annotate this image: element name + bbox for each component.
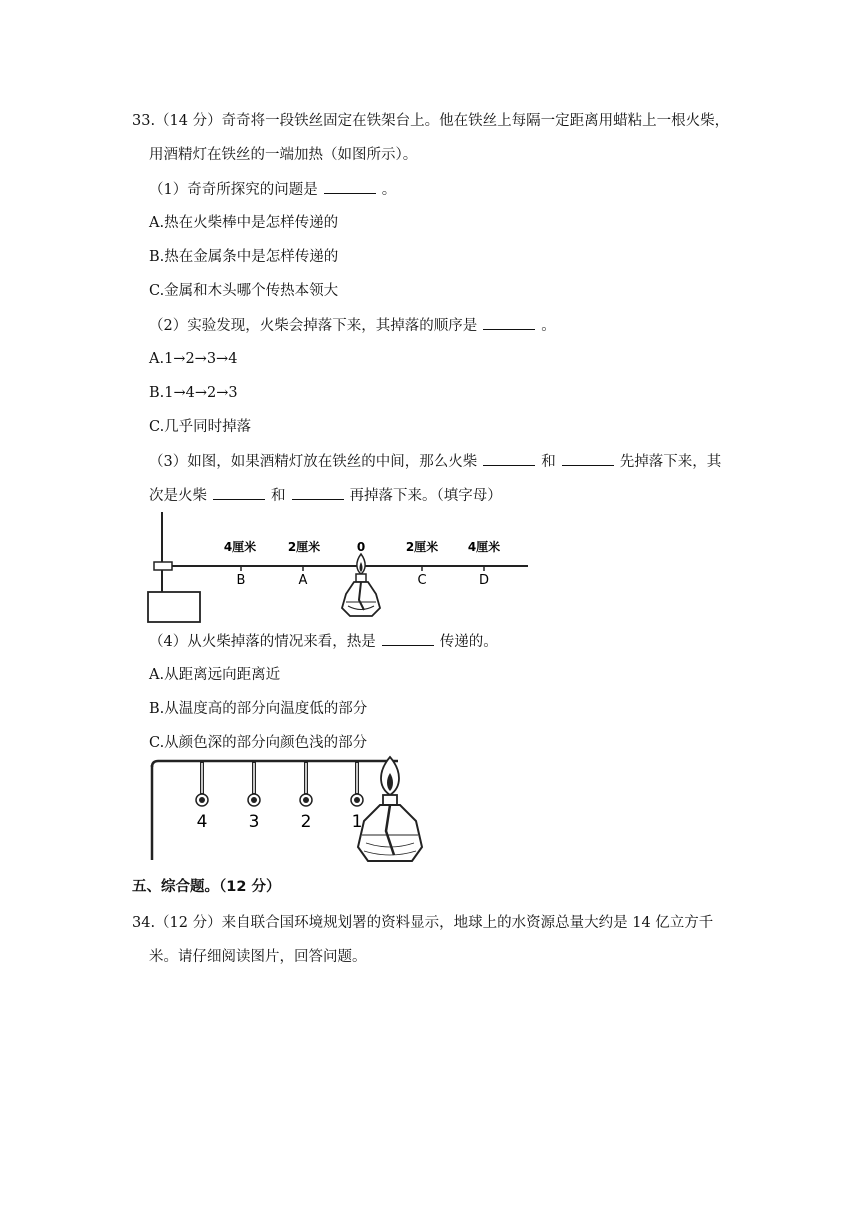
answer-blank[interactable] [562,451,614,466]
q33-part2-question [149,315,556,336]
label-d: D [478,573,490,588]
part3-text-b: 和 [541,454,556,470]
q33-p4-option-c: C.从颜色深的部分向颜色浅的部分 [149,735,368,751]
part3-text-e: 和 [271,488,286,504]
match-number-4: 4 [196,812,208,832]
part2-end: 。 [541,318,556,334]
q33-p4-option-a: A.从距离远向距离近 [149,667,281,683]
part3-text-f: 再掉落下来。（填字母） [349,488,502,504]
part3-text-d: 次是火柴 [149,488,207,504]
answer-blank[interactable] [324,179,376,194]
q33-part3-line1 [149,451,721,472]
match-3-icon [248,761,260,806]
q33-p1-option-a: A.热在火柴棒中是怎样传递的 [149,215,339,231]
label-zero: 0 [356,540,366,554]
answer-blank[interactable] [483,451,535,466]
match-number-2: 2 [300,812,312,832]
q33-p2-option-a: A.1→2→3→4 [149,351,238,367]
q33-stem-line2: 用酒精灯在铁丝的一端加热（如图所示）。 [149,147,418,163]
match-number-1: 1 [351,812,363,832]
part3-text-c: 先掉落下来，其 [619,454,722,470]
label-4cm-right: 4厘米 [467,540,501,554]
part4-end: 传递的。 [439,634,498,650]
part1-text: （1）奇奇所探究的问题是 [149,182,318,198]
answer-blank[interactable] [382,631,434,646]
alcohol-lamp-icon [342,554,380,616]
label-c: C [417,573,427,588]
q33-part3-line2 [149,485,502,506]
q33-stem-line1: 33.（14 分）奇奇将一段铁丝固定在铁架台上。他在铁丝上每隔一定距离用蜡粘上一根火柴， [132,113,730,129]
figure-wire-middle-lamp [140,510,540,625]
part4-text: （4）从火柴掉落的情况来看，热是 [149,634,376,650]
match-1-icon [351,761,363,806]
q33-p2-option-c: C.几乎同时掉落 [149,419,252,435]
label-b: B [236,573,246,588]
figure-wire-end-lamp [140,755,440,870]
section-5-title: 五、综合题。（12 分） [132,879,281,895]
label-a: A [298,573,308,588]
label-2cm-right: 2厘米 [405,540,439,554]
q33-part4-question [149,631,498,652]
q34-stem-line2: 米。请仔细阅读图片，回答问题。 [149,949,367,965]
q33-p2-option-b: B.1→4→2→3 [149,385,238,401]
q33-part1-question [149,179,396,200]
match-number-3: 3 [248,812,260,832]
match-4-icon [196,761,208,806]
q34-stem-line1: 34.（12 分）来自联合国环境规划署的资料显示，地球上的水资源总量大约是 14 亿立方千 [132,915,714,931]
answer-blank[interactable] [213,485,265,500]
answer-blank[interactable] [483,315,535,330]
label-4cm-left: 4厘米 [223,540,257,554]
match-2-icon [300,761,312,806]
part1-end: 。 [381,182,397,198]
alcohol-lamp-icon [358,757,422,861]
q33-p1-option-c: C.金属和木头哪个传热本领大 [149,283,339,299]
q33-p4-option-b: B.从温度高的部分向温度低的部分 [149,701,368,717]
label-2cm-left: 2厘米 [287,540,321,554]
part2-text: （2）实验发现，火柴会掉落下来，其掉落的顺序是 [149,318,478,334]
q33-p1-option-b: B.热在金属条中是怎样传递的 [149,249,339,265]
part3-text-a: （3）如图，如果酒精灯放在铁丝的中间，那么火柴 [149,454,478,470]
answer-blank[interactable] [292,485,344,500]
